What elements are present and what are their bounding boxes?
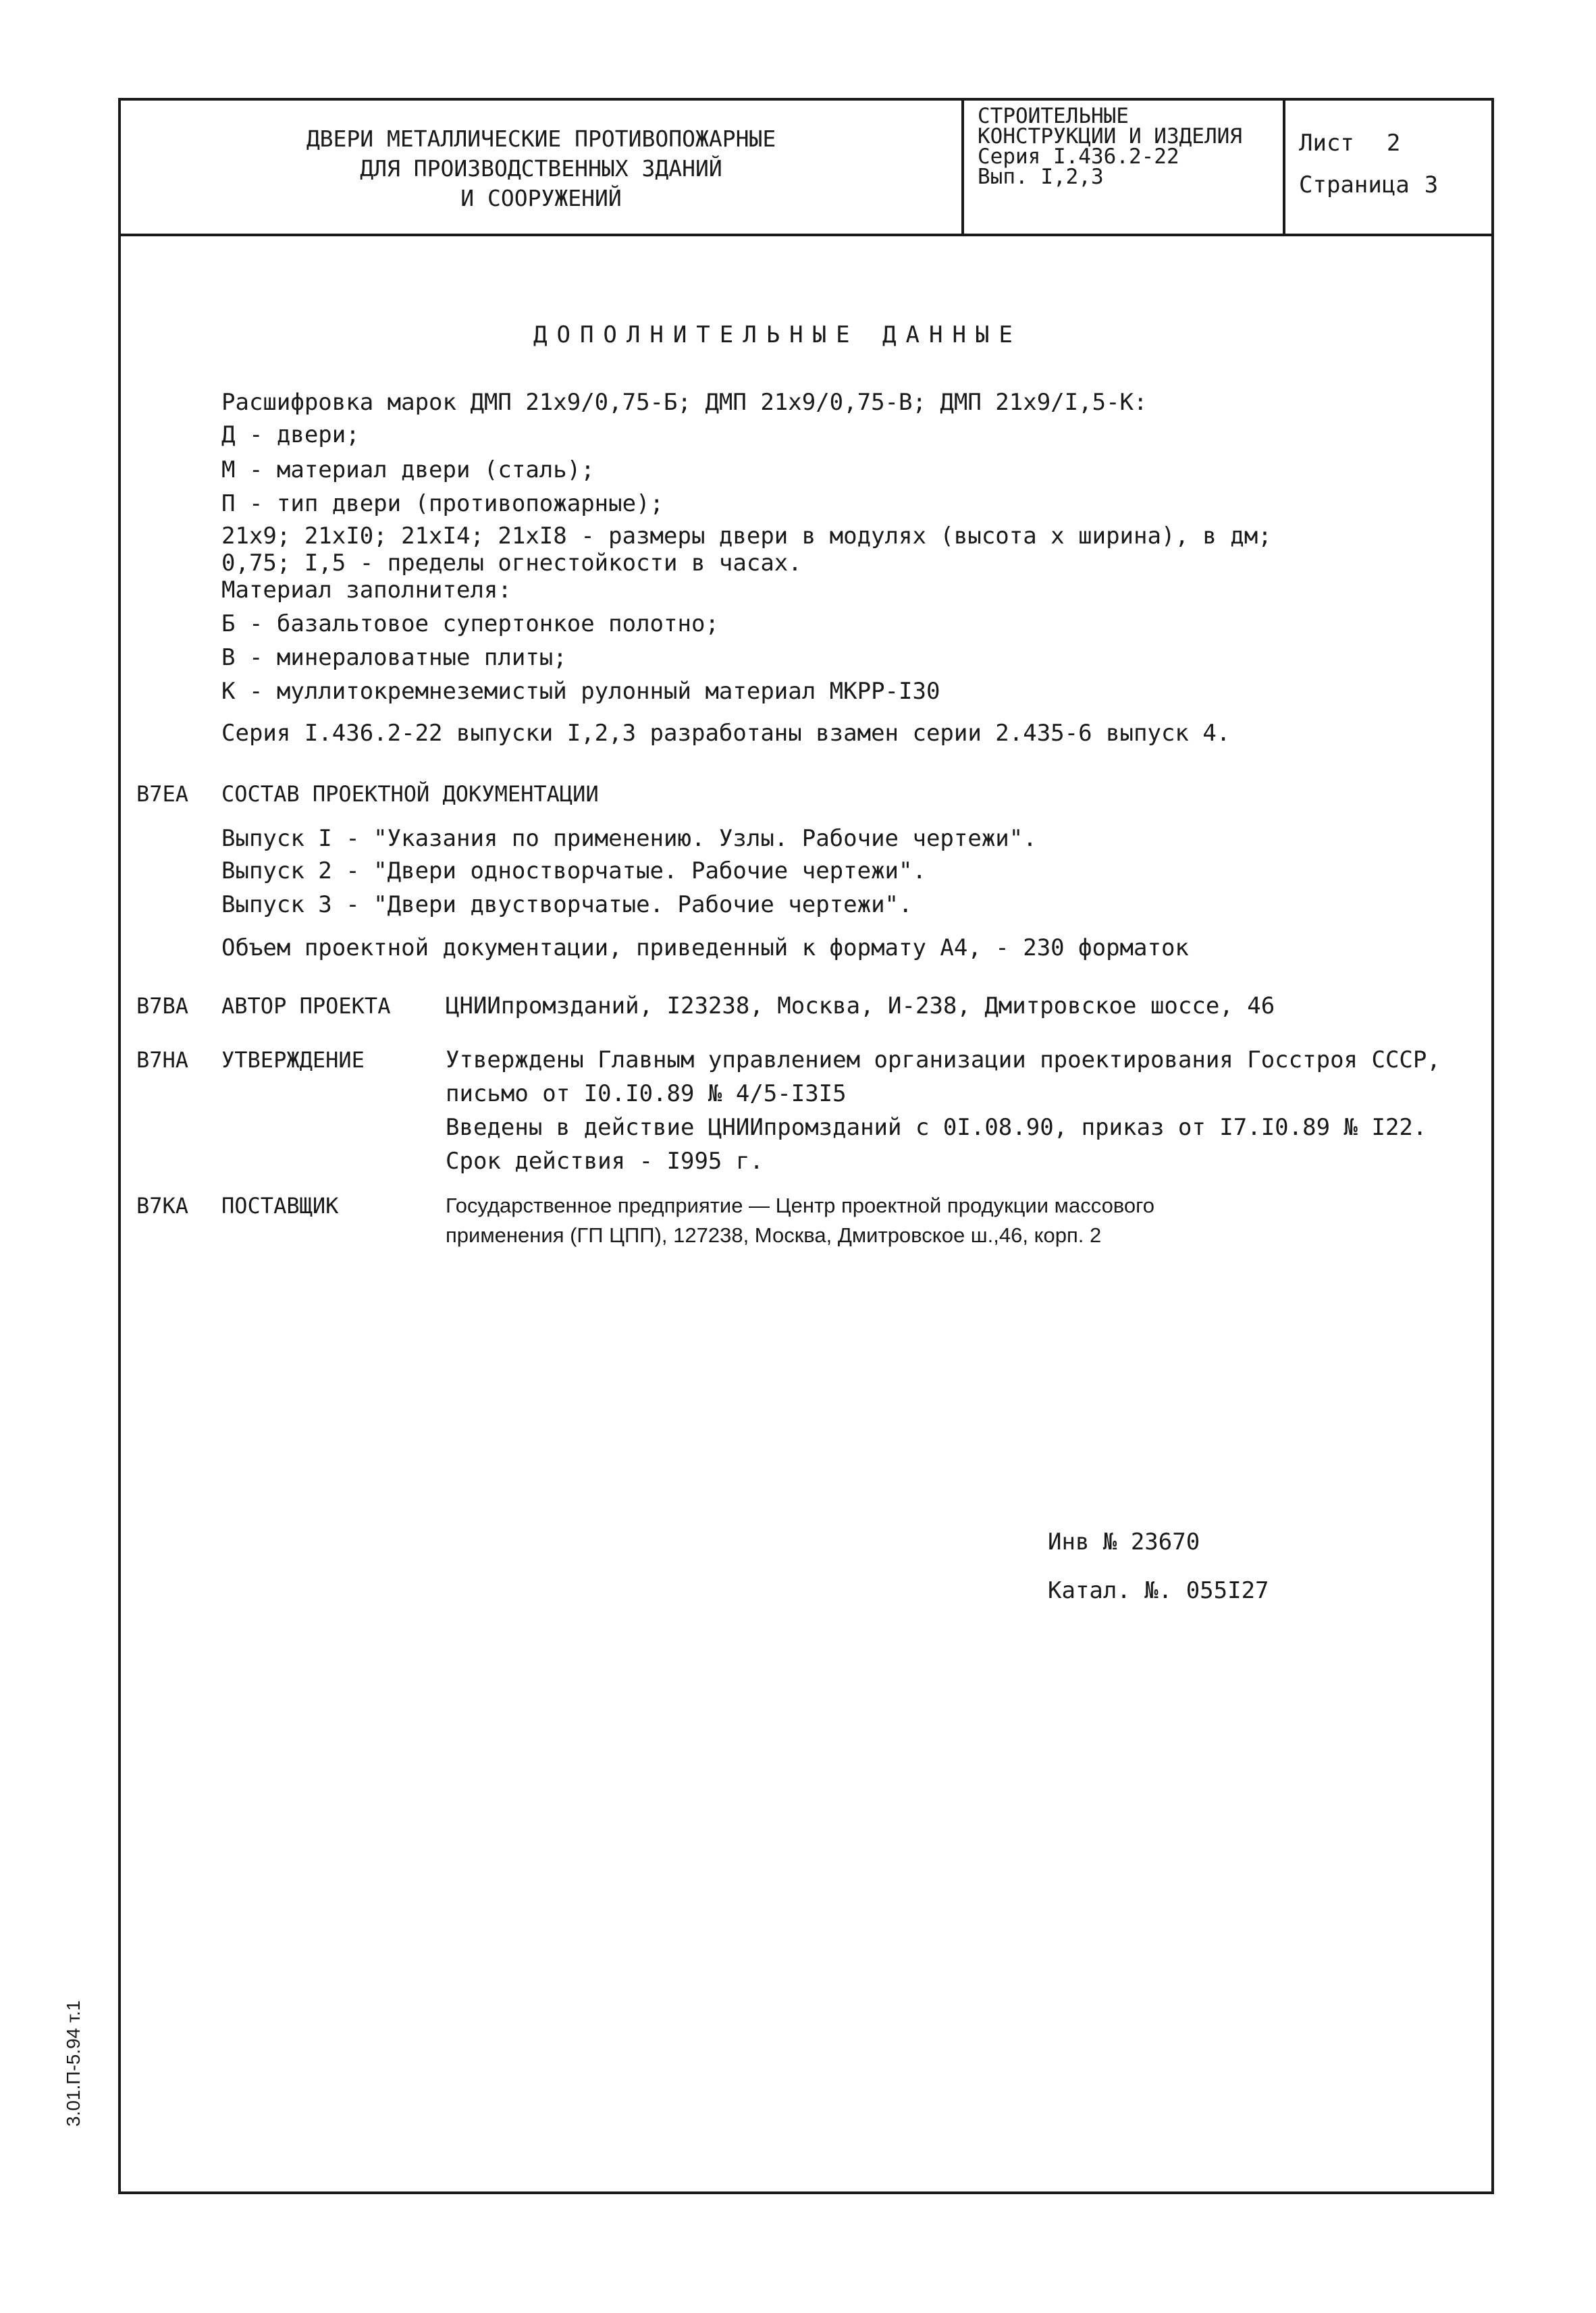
series-line-2: КОНСТРУКЦИИ И ИЗДЕЛИЯ [978, 124, 1242, 149]
page-row [1299, 164, 1497, 206]
docs-volume: Объем проектной документации, приведенный к формату А4, - 230 форматок [221, 934, 1189, 961]
supplier-line-2: применения (ГП ЦПП), 127238, Москва, Дмитровское ш.,46, корп. 2 [446, 1223, 1102, 1247]
decode-line-10: К - муллитокремнеземистый рулонный материал МКРР-I30 [221, 678, 940, 705]
decode-line-3: М - материал двери (сталь); [221, 456, 595, 483]
document-title [121, 101, 964, 234]
title-line-3: И СООРУЖЕНИЙ [460, 185, 622, 211]
decode-line-2: Д - двери; [221, 421, 360, 448]
page-label: Страница [1299, 171, 1410, 198]
section-code-supplier: В7КА [136, 1193, 189, 1219]
section-code-docs: В7ЕА [136, 781, 189, 807]
section-code-author: В7ВА [136, 993, 189, 1019]
approval-line-1: Утверждены Главным управлением организации проектирования Госстроя СССР, [446, 1046, 1441, 1073]
side-stamp: 3.01.П-5.94 т.1 [63, 2000, 84, 2127]
section-title-docs: СОСТАВ ПРОЕКТНОЙ ДОКУМЕНТАЦИИ [221, 781, 599, 807]
decode-line-8: Б - базальтовое супертонкое полотно; [221, 610, 719, 637]
docs-line-1: Выпуск I - "Указания по применению. Узлы. Рабочие чертежи". [221, 825, 1037, 852]
page-number: 3 [1424, 171, 1439, 198]
section-code-approval: В7НА [136, 1047, 189, 1073]
series-line-3: Серия I.436.2-22 [978, 144, 1179, 169]
series-line-4: Вып. I,2,3 [978, 165, 1104, 189]
author-text: ЦНИИпромзданий, I23238, Москва, И-238, Дмитровское шоссе, 46 [446, 992, 1275, 1019]
decode-line-1: Расшифровка марок ДМП 21х9/0,75-Б; ДМП 21х9/0,75-В; ДМП 21х9/I,5-К: [221, 389, 1148, 416]
sheet-number: 2 [1386, 130, 1401, 157]
approval-line-3: Введены в действие ЦНИИпромзданий с 0I.08.90, приказ от I7.I0.89 № I22. [446, 1114, 1427, 1141]
decode-line-7: Материал заполнителя: [221, 577, 512, 604]
section-heading: ДОПОЛНИТЕЛЬНЫЕ ДАННЫЕ [533, 321, 1022, 348]
series-replacement-note: Серия I.436.2-22 выпуски I,2,3 разработаны взамен серии 2.435-6 выпуск 4. [221, 720, 1231, 747]
series-info [964, 101, 1285, 234]
section-title-approval: УТВЕРЖДЕНИЕ [221, 1047, 365, 1073]
sheet-info [1285, 101, 1497, 234]
sheet-row [1299, 122, 1497, 164]
catalog-number: Катал. №. 055I27 [1048, 1577, 1269, 1604]
supplier-line-1: Государственное предприятие — Центр проектной продукции массового [446, 1194, 1155, 1217]
decode-line-6: 0,75; I,5 - пределы огнестойкости в часах. [221, 550, 802, 577]
section-title-author: АВТОР ПРОЕКТА [221, 993, 391, 1019]
approval-line-4: Срок действия - I995 г. [446, 1148, 764, 1175]
decode-line-9: В - минераловатные плиты; [221, 644, 567, 671]
approval-line-2: письмо от I0.I0.89 № 4/5-I3I5 [446, 1080, 847, 1107]
inventory-number: Инв № 23670 [1048, 1528, 1200, 1556]
docs-line-3: Выпуск 3 - "Двери двустворчатые. Рабочие чертежи". [221, 891, 913, 918]
decode-line-4: П - тип двери (противопожарные); [221, 490, 664, 517]
title-line-2: ДЛЯ ПРОИЗВОДСТВЕННЫХ ЗДАНИЙ [360, 155, 722, 182]
title-block [121, 101, 1491, 236]
docs-line-2: Выпуск 2 - "Двери одностворчатые. Рабочие чертежи". [221, 857, 926, 884]
sheet-label: Лист [1299, 130, 1354, 157]
decode-line-5: 21х9; 21хI0; 21хI4; 21хI8 - размеры двери в модулях (высота х ширина), в дм; [221, 523, 1272, 550]
series-line-1: СТРОИТЕЛЬНЫЕ [978, 104, 1129, 128]
section-title-supplier: ПОСТАВЩИК [221, 1193, 339, 1219]
title-line-1: ДВЕРИ МЕТАЛЛИЧЕСКИЕ ПРОТИВОПОЖАРНЫЕ [306, 126, 776, 152]
